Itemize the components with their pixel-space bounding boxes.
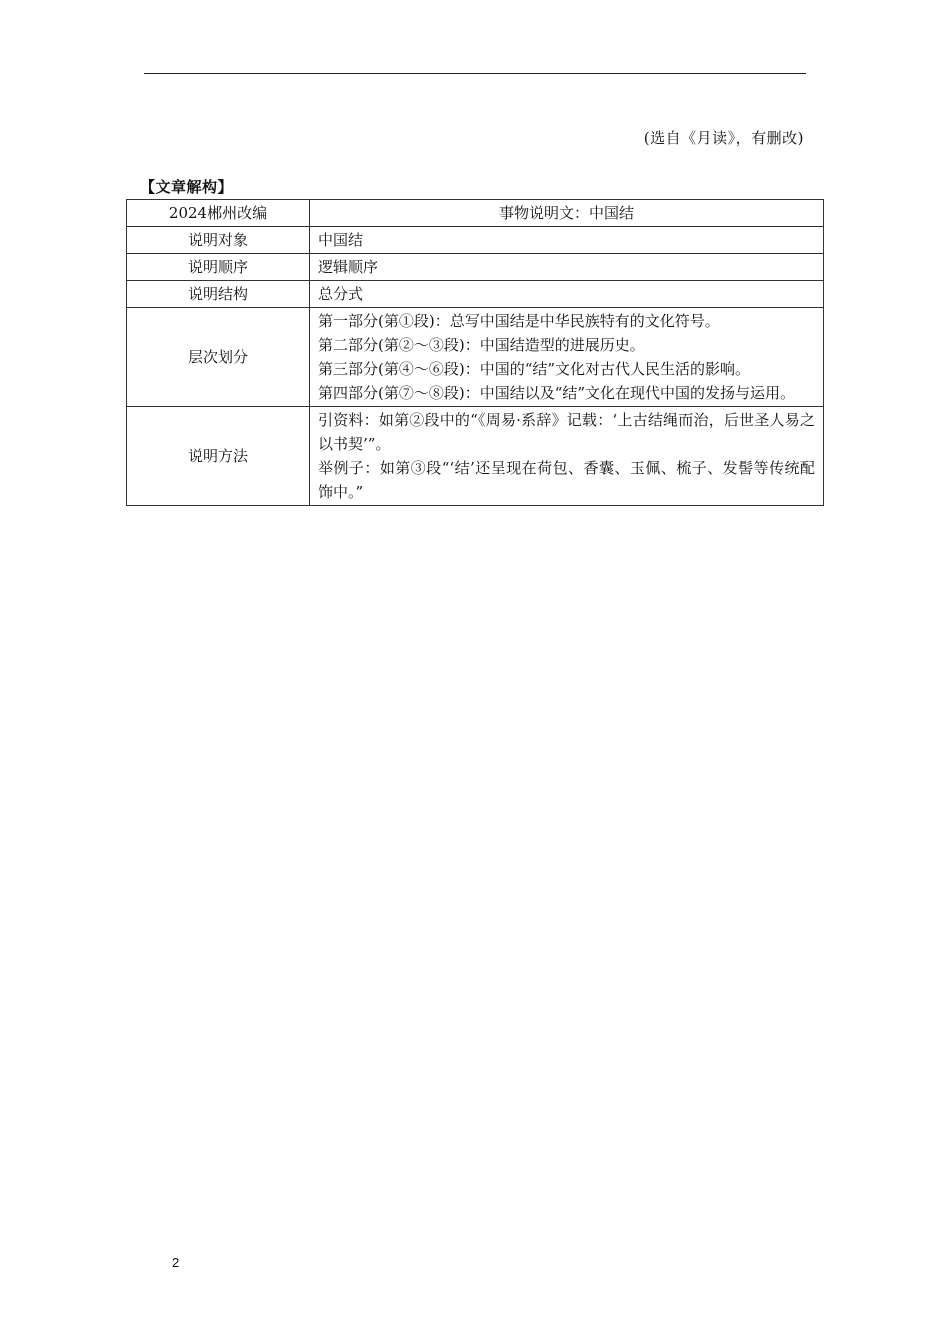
article-structure-table (126, 199, 824, 506)
row-label-object: 说明对象 (127, 227, 310, 254)
section-heading: 【文章解构】 (140, 178, 234, 196)
header-label-cell: 2024郴州改编 (127, 200, 310, 227)
table-row (127, 281, 824, 308)
table-row (127, 254, 824, 281)
row-value-structure: 总分式 (310, 281, 824, 308)
table-row-layers (127, 308, 824, 407)
row-value-layers (310, 308, 824, 407)
row-value-order: 逻辑顺序 (310, 254, 824, 281)
row-label-order: 说明顺序 (127, 254, 310, 281)
layer-part-1: 第一部分(第①段)：总写中国结是中华民族特有的文化符号。 (318, 312, 720, 330)
header-value-cell: 事物说明文：中国结 (310, 200, 824, 227)
layer-part-2: 第二部分(第②～③段)：中国结造型的进展历史。 (318, 336, 645, 354)
table-row (127, 227, 824, 254)
row-label-structure: 说明结构 (127, 281, 310, 308)
row-label-methods: 说明方法 (127, 407, 310, 506)
row-value-methods (310, 407, 824, 506)
source-note: (选自《月读》，有删改) (643, 129, 804, 147)
method-quotation: 引资料：如第②段中的“《周易·系辞》记载：‘上古结绳而治，后世圣人易之以书契’”。 (318, 411, 815, 453)
top-divider (144, 73, 806, 74)
method-example: 举例子：如第③段“‘结’还呈现在荷包、香囊、玉佩、梳子、发髻等传统配饰中。” (318, 459, 815, 501)
table-header-row (127, 200, 824, 227)
row-value-object: 中国结 (310, 227, 824, 254)
table-row-methods (127, 407, 824, 506)
layer-part-4: 第四部分(第⑦～⑧段)：中国结以及“结”文化在现代中国的发扬与运用。 (318, 384, 796, 402)
page-number: 2 (172, 1255, 180, 1270)
row-label-layers: 层次划分 (127, 308, 310, 407)
layer-part-3: 第三部分(第④～⑥段)：中国的“结”文化对古代人民生活的影响。 (318, 360, 751, 378)
